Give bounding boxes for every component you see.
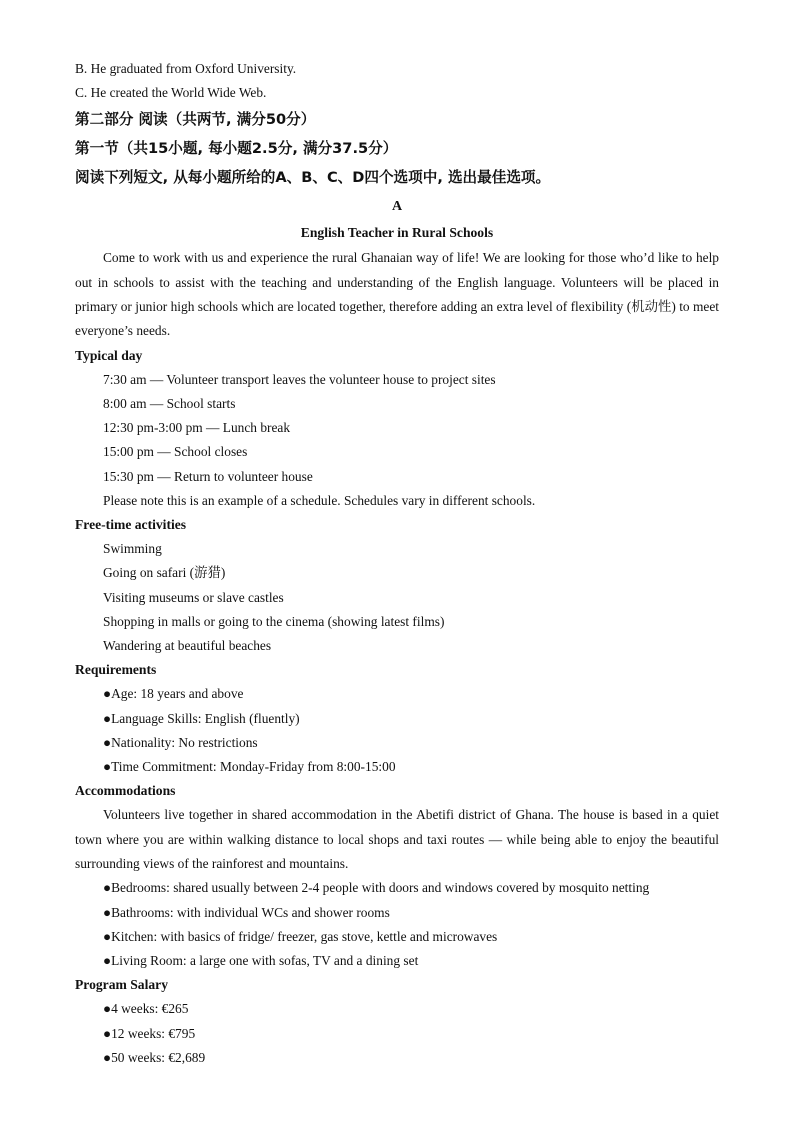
part2-heading: 第二部分 阅读（共两节, 满分50分） — [75, 111, 316, 129]
reading-instruction: 阅读下列短文, 从每小题所给的A、B、C、D四个选项中, 选出最佳选项。 — [75, 169, 551, 187]
activity-item: Swimming — [103, 541, 162, 557]
requirement-item: ●Nationality: No restrictions — [103, 734, 258, 750]
requirement-item: ●Age: 18 years and above — [103, 686, 244, 702]
activity-item: Shopping in malls or going to the cinema (showing latest films) — [103, 613, 445, 629]
section1-heading: 第一节（共15小题, 每小题2.5分, 满分37.5分） — [75, 140, 398, 158]
option-b: B. He graduated from Oxford University. — [75, 61, 297, 76]
schedule-item: 12:30 pm-3:00 pm — Lunch break — [103, 420, 291, 436]
typical-day-heading: Typical day — [75, 347, 143, 363]
requirements-heading: Requirements — [75, 662, 157, 678]
requirement-item: ●Language Skills: English (fluently) — [103, 710, 300, 726]
accommodation-item: ●Bedrooms: shared usually between 2-4 people with doors and windows covered by mosquito netting — [103, 880, 650, 896]
free-time-heading: Free-time activities — [75, 517, 187, 533]
activity-item: Wandering at beautiful beaches — [103, 638, 272, 654]
schedule-item: 15:30 pm — Return to volunteer house — [103, 468, 313, 484]
salary-item: ●50 weeks: €2,689 — [103, 1049, 206, 1065]
accommodations-paragraph: Volunteers live together in shared accommodation in the Abetifi district of Ghana. The house is based in a quiet town where you are within walking distance to local shops and taxi routes — while being able to enjoy the beautiful surrounding views of the rainforest and mountains. — [75, 807, 719, 872]
accommodation-item: ●Bathrooms: with individual WCs and shower rooms — [103, 904, 390, 920]
intro-paragraph: Come to work with us and experience the rural Ghanaian way of life! We are looking for those who’d like to help out in schools to assist with the teaching and understanding of the English language. Volunteers will be placed in primary or junior high schools which are located together, therefore adding an extra level of flexibility (机动性) to meet everyone’s needs. — [75, 250, 719, 339]
salary-item: ●12 weeks: €795 — [103, 1025, 196, 1041]
document-page — [75, 57, 719, 1070]
option-c: C. He created the World Wide Web. — [75, 85, 267, 101]
salary-item: ●4 weeks: €265 — [103, 1001, 189, 1017]
schedule-item: 8:00 am — School starts — [103, 396, 236, 411]
accommodation-item: ●Living Room: a large one with sofas, TV and a dining set — [103, 952, 419, 968]
schedule-note: Please note this is an example of a schedule. Schedules vary in different schools. — [103, 492, 536, 508]
accommodations-heading: Accommodations — [75, 783, 176, 799]
activity-item: Visiting museums or slave castles — [103, 589, 284, 605]
schedule-item: 7:30 am — Volunteer transport leaves the volunteer house to project sites — [103, 371, 496, 387]
passage-letter: A — [391, 199, 403, 215]
schedule-item: 15:00 pm — School closes — [103, 444, 248, 460]
salary-heading: Program Salary — [75, 977, 168, 993]
requirement-item: ●Time Commitment: Monday-Friday from 8:00-15:00 — [103, 759, 396, 775]
accommodation-item: ●Kitchen: with basics of fridge/ freezer, gas stove, kettle and microwaves — [103, 928, 498, 944]
activity-item: Going on safari (游猎) — [103, 565, 226, 581]
passage-title: English Teacher in Rural Schools — [300, 225, 494, 241]
